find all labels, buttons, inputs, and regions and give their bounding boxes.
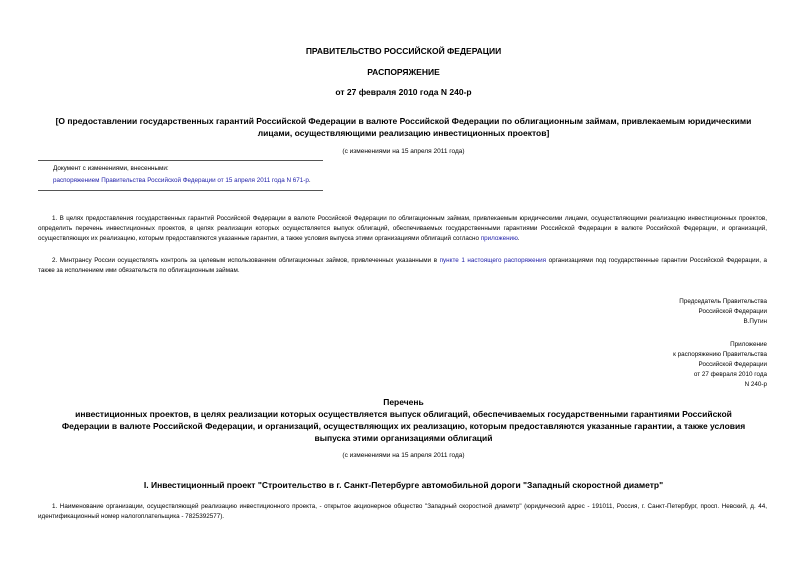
clause-1-link[interactable]: пункте 1 настоящего распоряжения xyxy=(439,257,547,264)
amendments-line xyxy=(53,176,373,186)
doc-title-line-2: лицами, осуществляющими реализацию инвестиционных проектов] xyxy=(257,128,550,138)
divider-top xyxy=(38,160,323,161)
appendix-ref-number: N 240-р xyxy=(744,381,767,388)
signature-block xyxy=(679,297,767,327)
paragraph-2-text: 2. Минтрансу России осуществлять контроль за целевым использованием облигационных займов, привлеченных указанными в xyxy=(52,257,440,264)
paragraph-2 xyxy=(38,256,767,276)
signature-country: Российской Федерации xyxy=(698,308,767,315)
doc-date-number: от 27 февраля 2010 года N 240-р xyxy=(335,87,472,97)
divider-bottom xyxy=(38,190,323,191)
appendix-ref-line-1: к распоряжению Правительства xyxy=(673,351,767,358)
section-1-paragraph-1: 1. Наименование организации, осуществляющей реализацию инвестиционного проекта, - открытое акционерное общество "Западный скоростной диаметр" (юридический адрес - 191011, Россия, г. Санкт-Петербург, просп. Невский, д. 44, идентификационный номер налогоплательщика - 7825392577). xyxy=(38,503,767,520)
list-subtitle-line-1: инвестиционных проектов, в целях реализации которых осуществляется выпуск облигаций, обеспечиваемых государственными гарантиями Российской xyxy=(75,409,732,419)
government-heading: ПРАВИТЕЛЬСТВО РОССИЙСКОЙ ФЕДЕРАЦИИ xyxy=(305,46,502,56)
doc-title-line-1: [О предоставлении государственных гарантий Российской Федерации в валюте Российской Федерации по облигационным займам, привлекаемым юридическими xyxy=(55,116,752,126)
list-amended-note: (с изменениями на 15 апреля 2011 года) xyxy=(342,452,465,459)
paragraph-1 xyxy=(38,214,767,244)
paragraph-2-end: организациями под государственные гарантии Российской Федерации, а также за исполнением ими обязательств по облигационным займам. xyxy=(38,257,767,274)
doc-type-heading: РАСПОРЯЖЕНИЕ xyxy=(367,67,440,77)
paragraph-1-text: 1. В целях предоставления государственных гарантий Российской Федерации в валюте Российской Федерации по облигационным займам, привлекаемым юридическими лицами, осуществляющими реализацию инвестиционных проектов, определить перечень инвестиционных проектов, в целях реализации которых осуществляется выпуск облигаций, обеспечиваемых государственными гарантиями Российской Федерации в валюте Российской Федерации, и организаций, осуществляющих их реализацию, которым предоставляются указанные гарантии, а также условия выпуска этими организациями облигаций согласно xyxy=(38,215,767,242)
section-1-title: I. Инвестиционный проект "Строительство в г. Санкт-Петербурге автомобильной дороги "Западный скоростной диаметр" xyxy=(143,480,664,490)
list-subtitle-line-3: выпуска этими организациями облигаций xyxy=(314,433,493,443)
amendment-link-suffix: . xyxy=(308,177,311,184)
appendix-ref-date: от 27 февраля 2010 года xyxy=(693,371,767,378)
amendment-link[interactable]: распоряжением Правительства Российской Федерации от 15 апреля 2011 года N 671-р xyxy=(53,177,309,184)
signature-position: Председатель Правительства xyxy=(679,298,767,305)
list-subtitle-line-2: Федерации в валюте Российской Федерации, и организаций, осуществляющих их реализацию, которым предоставляются указанные гарантии, а также условия xyxy=(61,421,746,431)
list-title: Перечень xyxy=(383,397,424,407)
signature-name: В.Путин xyxy=(743,318,767,325)
appendix-block xyxy=(673,340,767,390)
amended-note: (с изменениями на 15 апреля 2011 года) xyxy=(342,148,465,155)
appendix-ref-line-2: Российской Федерации xyxy=(698,361,767,368)
appendix-label: Приложение xyxy=(730,341,767,348)
appendix-link[interactable]: приложению xyxy=(480,235,518,242)
paragraph-1-end: . xyxy=(517,235,520,242)
amendments-intro: Документ с изменениями, внесенными: xyxy=(53,165,169,172)
